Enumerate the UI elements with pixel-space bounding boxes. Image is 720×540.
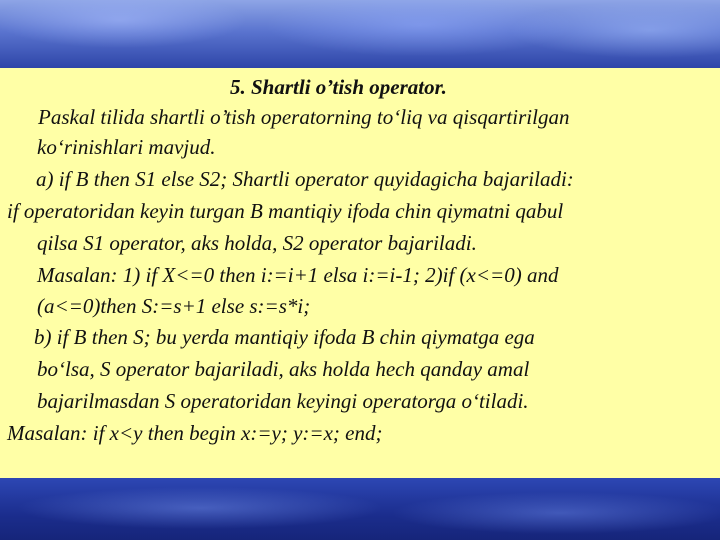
paragraph-line-6: Masalan: 1) if X<=0 then i:=i+1 elsa i:=i-1; 2)if (x<=0) and: [37, 263, 559, 287]
slide-title: 5. Shartli o’tish operator.: [230, 75, 447, 99]
paragraph-line-8: b) if B then S; bu yerda mantiqiy ifoda B chin qiymatga ega: [34, 325, 535, 349]
background-bottom-band: [0, 478, 720, 540]
slide-body: [0, 68, 720, 478]
paragraph-line-2: ko‘rinishlari mavjud.: [37, 135, 216, 159]
background-top-band: [0, 0, 720, 70]
paragraph-line-9: bo‘lsa, S operator bajariladi, aks holda hech qanday amal: [37, 357, 530, 381]
paragraph-line-4: if operatoridan keyin turgan B mantiqiy ifoda chin qiymatni qabul: [7, 199, 564, 223]
paragraph-line-10: bajarilmasdan S operatoridan keyingi operatorga o‘tiladi.: [37, 389, 529, 413]
paragraph-line-7: (a<=0)then S:=s+1 else s:=s*i;: [37, 294, 311, 318]
slide-text-panel: [0, 68, 720, 478]
paragraph-line-5: qilsa S1 operator, aks holda, S2 operator bajariladi.: [37, 231, 477, 255]
paragraph-line-3: a) if B then S1 else S2; Shartli operator quyidagicha bajariladi:: [36, 167, 574, 191]
paragraph-line-1: Paskal tilida shartli o’tish operatorning to‘liq va qisqartirilgan: [38, 105, 570, 129]
paragraph-line-11: Masalan: if x<y then begin x:=y; y:=x; end;: [7, 421, 383, 445]
